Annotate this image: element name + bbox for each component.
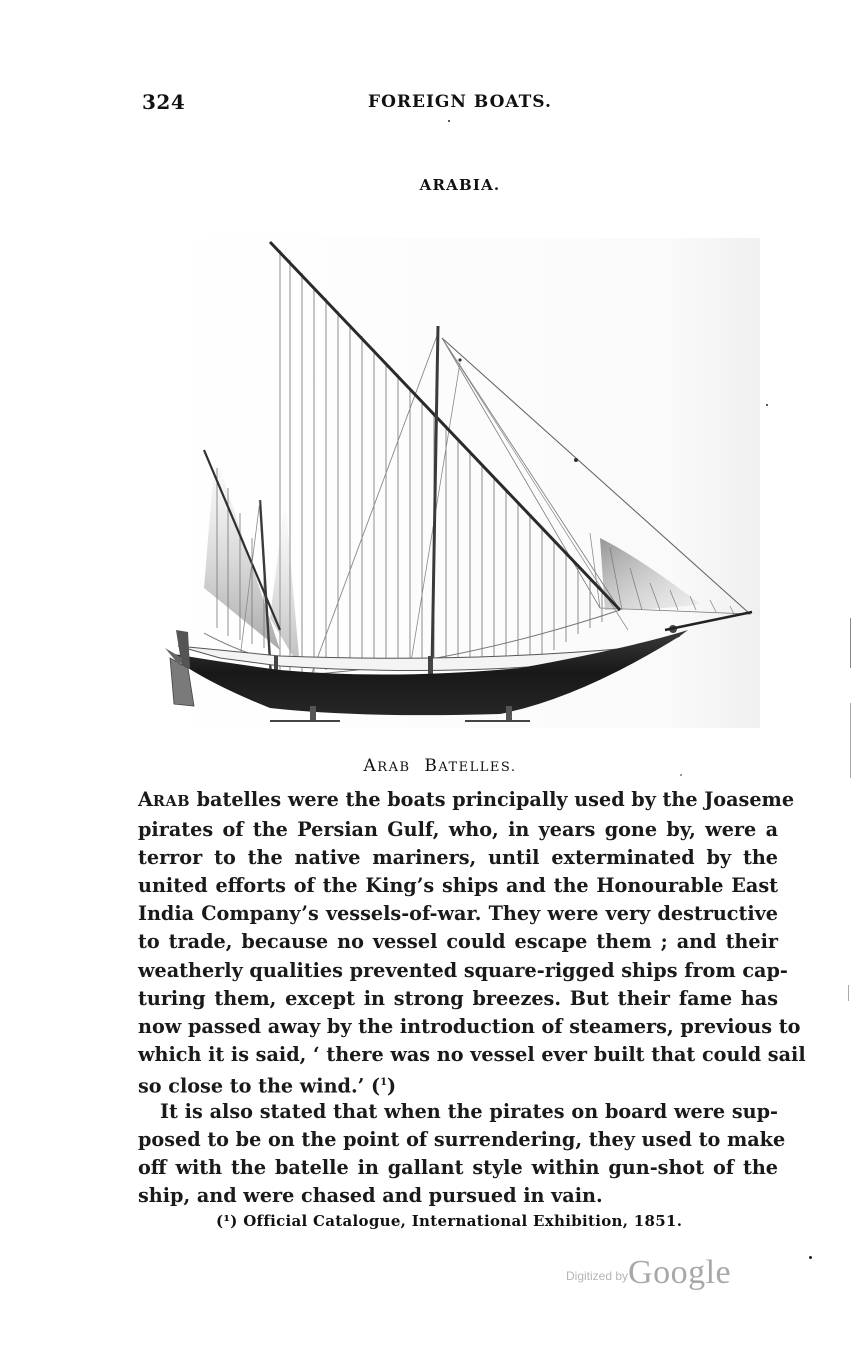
print-speck <box>766 404 768 406</box>
caption-smallcaps-2: ATELLES. <box>438 760 517 775</box>
watermark-prefix: Digitized by <box>566 1269 629 1283</box>
google-logo-text: Google <box>628 1254 732 1291</box>
figure-caption <box>0 756 860 776</box>
margin-scan-mark <box>848 985 849 1001</box>
page-number: 324 <box>142 90 186 114</box>
margin-scan-mark <box>850 618 851 668</box>
text-line: to trade, because no vessel could escape them ; and their <box>138 930 778 954</box>
text-line: turing them, except in strong breezes. But their fame has <box>138 986 778 1010</box>
section-title: ARABIA. <box>419 176 501 194</box>
text-line: posed to be on the point of surrendering, they used to make <box>138 1128 786 1152</box>
text-line: now passed away by the introduction of steamers, previous to <box>138 1014 801 1038</box>
running-title: FOREIGN BOATS. <box>368 92 552 112</box>
digitized-watermark <box>566 1254 731 1292</box>
caption-initial-2: B <box>424 756 439 776</box>
footnote-ref[interactable]: 1 <box>380 1076 388 1088</box>
running-head <box>0 90 860 120</box>
print-speck <box>448 120 450 122</box>
text-line: united efforts of the King’s ships and the Honourable East <box>138 874 778 898</box>
lead-smallcaps: RAB <box>152 793 190 810</box>
footnote-marker: (¹) <box>216 1212 238 1230</box>
print-speck <box>809 1256 812 1259</box>
text-line: pirates of the Persian Gulf, who, in years gone by, were a <box>138 818 778 842</box>
print-speck <box>680 774 682 776</box>
paragraph-2 <box>138 1098 786 1210</box>
paragraph-1 <box>138 786 806 1100</box>
text-line: which it is said, ‘ there was no vessel ever built that could sail <box>138 1042 806 1066</box>
text-line: India Company’s vessels-of-war. They were very destructive <box>138 902 778 926</box>
text-line: so close to the wind.’ ($^1$) <box>138 1074 397 1098</box>
text-line: off with the batelle in gallant style within gun-shot of the <box>138 1156 778 1180</box>
text-line: terror to the native mariners, until exterminated by the <box>138 846 778 870</box>
footnote <box>216 1212 682 1230</box>
caption-smallcaps-1: RAB <box>377 760 411 775</box>
text-line: weatherly qualities prevented square-rigged ships from cap- <box>138 958 788 982</box>
caption-initial-1: A <box>363 756 378 776</box>
ship-illustration <box>160 238 760 728</box>
text-line: ARAB batelles were the boats principally used by the Joaseme <box>138 788 795 811</box>
drop-initial: A <box>138 788 153 811</box>
margin-scan-mark <box>850 703 851 778</box>
text-line: ship, and were chased and pursued in vain. <box>138 1184 603 1208</box>
footnote-text: Official Catalogue, International Exhibition, 1851. <box>237 1212 683 1230</box>
text-line: It is also stated that when the pirates on board were sup- <box>160 1100 778 1123</box>
